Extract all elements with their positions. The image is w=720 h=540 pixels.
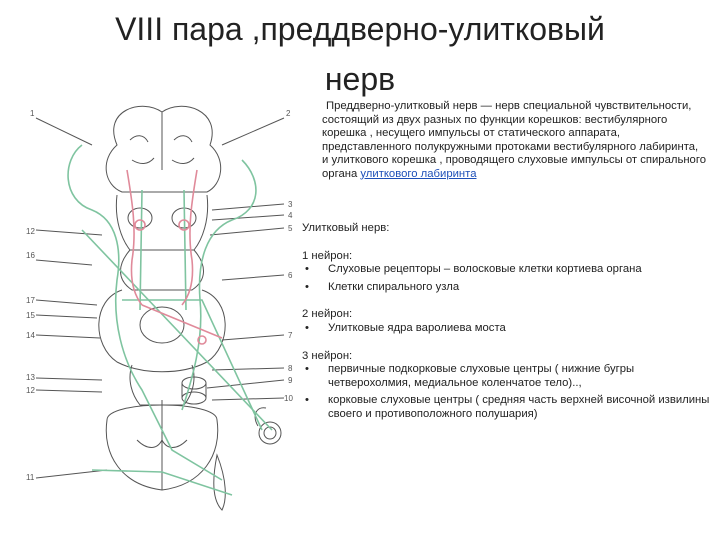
list-item-text: первичные подкорковые слуховые центры ( нижние бугры четверохолмия, медиальное коленчатое тело)..,	[328, 363, 635, 389]
list-item-text: Улитковые ядра варолиева моста	[328, 321, 506, 334]
diagram-label-left-7: 13	[26, 373, 35, 382]
neuron-3-list	[302, 363, 712, 421]
neuron-2-list	[302, 322, 712, 336]
diagram-label-right-1: 2	[286, 109, 291, 118]
list-item	[302, 281, 712, 295]
list-item	[302, 322, 712, 336]
cochlear-nerve-section	[302, 222, 712, 426]
slide-title	[0, 4, 720, 104]
diagram-label-left-9: 11	[26, 473, 35, 482]
diagram-label-left-2: 12	[26, 227, 35, 236]
diagram-label-right-6: 7	[288, 331, 293, 340]
list-item-text: Клетки спирального узла	[328, 280, 460, 293]
diagram-label-left-5: 15	[26, 311, 35, 320]
list-item	[302, 363, 712, 390]
bullet-icon: •	[305, 363, 309, 376]
list-item-text: корковые слуховые центры ( средняя часть верхней височной извилины своего и противоположного полушария)	[328, 394, 710, 420]
neuron-1-label: 1 нейрон:	[302, 249, 353, 262]
neuron-1-list	[302, 263, 712, 294]
section-heading: Улитковый нерв:	[302, 222, 390, 234]
intro-paragraph	[322, 100, 707, 181]
auditory-pathway-diagram	[22, 100, 302, 525]
diagram-label-left-8: 12	[26, 386, 35, 395]
neuron-2-label: 2 нейрон:	[302, 308, 353, 321]
bullet-icon: •	[305, 280, 309, 293]
diagram-label-right-9: 10	[284, 394, 293, 403]
diagram-label-right-7: 8	[288, 364, 293, 373]
cochlear-labyrinth-link[interactable]: улиткового лабиринта	[360, 167, 477, 180]
list-item	[302, 263, 712, 277]
list-item	[302, 394, 712, 421]
title-line-1: VIII пара ,преддверно-улитковый	[115, 11, 605, 47]
diagram-label-right-4: 5	[288, 224, 293, 233]
bullet-icon: •	[305, 394, 309, 407]
diagram-label-left-1: 1	[30, 109, 35, 118]
diagram-label-right-2: 3	[288, 200, 293, 209]
neuron-3-label: 3 нейрон:	[302, 349, 353, 362]
list-item-text: Слуховые рецепторы – волосковые клетки кортиева органа	[328, 263, 642, 276]
diagram-label-left-3: 16	[26, 251, 35, 260]
bullet-icon: •	[305, 321, 309, 334]
bullet-icon: •	[305, 263, 309, 276]
diagram-label-right-3: 4	[288, 211, 293, 220]
diagram-label-right-5: 6	[288, 271, 293, 280]
diagram-label-left-6: 14	[26, 331, 35, 340]
intro-text: Преддверно-улитковый нерв — нерв специальной чувствительности, состоящий из двух разных по функции корешков: вестибулярного корешка , несущего импульсы от статического аппарата, представленного полукружными протоками вестибулярного лабиринта, и улиткового корешка , проводящего слуховые импульсы от спирального органа	[322, 100, 706, 180]
diagram-label-right-8: 9	[288, 376, 293, 385]
diagram-label-left-4: 17	[26, 296, 35, 305]
title-line-2: нерв	[324, 61, 396, 97]
